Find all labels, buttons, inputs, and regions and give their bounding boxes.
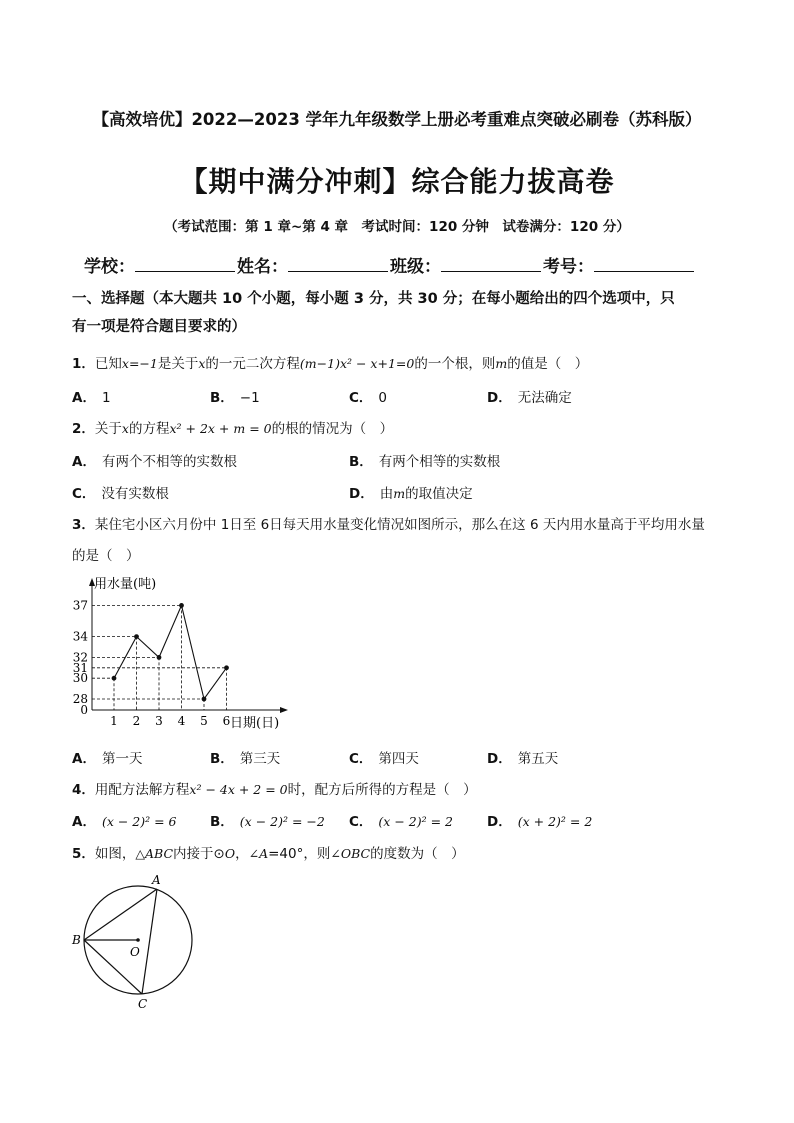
q2-text: 的根的情况为（ ）	[271, 421, 394, 437]
q1-math: x	[198, 356, 206, 371]
option-math: m	[393, 486, 406, 501]
q2-option-b[interactable]: B． 有两个相等的实数根	[349, 454, 501, 470]
q3-option-b[interactable]: B． 第三天	[210, 751, 281, 767]
question-4	[72, 778, 477, 798]
label-a: A	[152, 873, 161, 887]
q2-option-d[interactable]: D． 由m的取值决定	[349, 486, 473, 502]
id-label: 考号：	[543, 257, 594, 277]
q5-text: 内接于⊙	[173, 846, 225, 862]
q3-option-d[interactable]: D． 第五天	[487, 751, 559, 767]
option-text: 第三天	[239, 751, 281, 767]
q2-math: x	[121, 421, 129, 436]
x-axis-title: 日期(日)	[230, 716, 280, 731]
q1-option-d[interactable]: D． 无法确定	[487, 390, 572, 406]
question-number: 2．	[72, 421, 95, 437]
q2-text: 的方程	[128, 421, 170, 437]
x-tick-label: 4	[177, 714, 186, 728]
option-text: 第一天	[101, 751, 143, 767]
section-heading-line2: 有一项是符合题目要求的）	[72, 319, 246, 335]
option-text: 0	[378, 390, 388, 406]
label-o: O	[130, 945, 140, 959]
q4-option-d[interactable]: D． (x + 2)² = 2	[487, 814, 593, 830]
y-tick-label: 30	[72, 671, 88, 686]
q4-option-c[interactable]: C． (x − 2)² = 2	[349, 814, 453, 830]
data-point	[179, 603, 184, 608]
option-math: (x + 2)² = 2	[517, 814, 593, 829]
school-label: 学校：	[84, 257, 135, 277]
option-text: 的取值决定	[405, 486, 473, 502]
name-blank[interactable]	[288, 257, 388, 272]
series-title: 【高效培优】2022—2023 学年九年级数学上册必考重难点突破必刷卷（苏科版）	[92, 110, 702, 129]
q5-math: ∠A	[248, 846, 269, 861]
option-math: (x − 2)² = 6	[101, 814, 177, 829]
y-tick-label: 34	[72, 629, 88, 644]
q1-text: 的一元二次方程	[205, 356, 300, 372]
class-label: 班级：	[390, 257, 441, 277]
segment-ac	[142, 889, 157, 994]
x-tick-label: 2	[132, 714, 141, 728]
question-number: 4．	[72, 782, 95, 798]
q5-text: 的度数为（ ）	[370, 846, 465, 862]
x-axis-arrow	[280, 707, 288, 713]
x-tick-label: 5	[200, 714, 208, 728]
option-text: 没有实数根	[101, 486, 169, 502]
data-point	[224, 665, 229, 670]
x-tick-label: 6	[222, 714, 231, 728]
q1-text: 已知	[94, 356, 122, 372]
school-blank[interactable]	[135, 257, 235, 272]
q3-text: 某住宅小区六月份中 1日至 6日每天用水量变化情况如图所示，那么在这 6 天内用水量高于平均用水量	[94, 517, 705, 533]
q1-text: 的一个根，则	[414, 356, 496, 372]
y-axis-title: 用水量(吨)	[94, 577, 157, 592]
section-heading	[72, 285, 732, 341]
q4-text: 用配方法解方程	[94, 782, 190, 798]
x-tick-label: 1	[110, 714, 118, 728]
y-tick-label: 28	[72, 692, 88, 706]
segment-ba	[84, 889, 157, 940]
data-point	[112, 676, 117, 681]
q1-text: 是关于	[157, 356, 199, 372]
y-tick-label: 37	[72, 598, 88, 613]
q4-option-a[interactable]: A． (x − 2)² = 6	[72, 814, 177, 830]
series-line	[114, 605, 227, 699]
q1-option-a[interactable]: A． 1	[72, 390, 111, 406]
q1-option-c[interactable]: C． 0	[349, 390, 388, 406]
q4-text: 时，配方后所得的方程是（ ）	[287, 782, 477, 798]
name-label: 姓名：	[237, 257, 288, 277]
question-5	[72, 842, 465, 862]
q2-option-c[interactable]: C． 没有实数根	[72, 486, 169, 502]
q5-math: O	[224, 846, 236, 861]
question-number: 1．	[72, 356, 95, 372]
y-tick-label: 31	[72, 660, 88, 675]
q1-math: (m−1)x² − x+1=0	[299, 356, 415, 371]
question-3	[72, 513, 705, 533]
q3-option-a[interactable]: A． 第一天	[72, 751, 143, 767]
q3-option-c[interactable]: C． 第四天	[349, 751, 419, 767]
class-blank[interactable]	[441, 257, 541, 272]
q4-option-b[interactable]: B． (x − 2)² = −2	[210, 814, 325, 830]
q5-math: ∠OBC	[330, 846, 371, 861]
data-point	[157, 655, 162, 660]
q2-option-a[interactable]: A． 有两个不相等的实数根	[72, 454, 237, 470]
q1-text: 的值是（ ）	[507, 356, 589, 372]
option-text: 有两个不相等的实数根	[101, 454, 237, 470]
circle-diagram	[68, 870, 208, 1010]
option-math: (x − 2)² = 2	[378, 814, 453, 829]
q5-text: =40°，则	[268, 846, 331, 862]
q2-text: 关于	[94, 421, 122, 437]
q2-math: x² + 2x + m = 0	[169, 421, 272, 436]
option-text: 由	[379, 486, 394, 502]
question-3-cont: 的是（ ）	[72, 548, 140, 564]
q1-math: m	[495, 356, 508, 371]
option-math: (x − 2)² = −2	[239, 814, 325, 829]
data-point	[134, 634, 139, 639]
question-2	[72, 417, 393, 437]
x-tick-label: 3	[155, 714, 163, 728]
main-title: 【期中满分冲刺】综合能力拔高卷	[179, 165, 615, 198]
q5-math: △ABC	[135, 846, 174, 861]
data-point	[202, 697, 207, 702]
q5-text: ，	[235, 846, 249, 862]
id-blank[interactable]	[594, 257, 694, 272]
option-text: −1	[239, 390, 260, 406]
q5-text: 如图，	[94, 846, 136, 862]
label-b: B	[72, 933, 81, 947]
question-1	[72, 352, 588, 372]
option-text: 第四天	[378, 751, 419, 767]
q1-math: x=−1	[121, 356, 158, 371]
question-number: 5．	[72, 846, 95, 862]
q1-option-b[interactable]: B． −1	[210, 390, 260, 406]
option-text: 第五天	[517, 751, 559, 767]
option-text: 有两个相等的实数根	[378, 454, 501, 470]
option-text: 1	[101, 390, 111, 406]
section-heading-line1: 一、选择题（本大题共 10 个小题，每小题 3 分，共 30 分；在每小题给出的四个选项中，只	[72, 291, 675, 307]
q4-math: x² − 4x + 2 = 0	[189, 782, 288, 797]
y-tick-label: 0	[80, 703, 88, 717]
water-usage-chart	[70, 572, 310, 734]
exam-info: （考试范围：第 1 章~第 4 章 考试时间：120 分钟 试卷满分：120 分）	[164, 219, 630, 235]
option-text: 无法确定	[517, 390, 572, 406]
label-c: C	[138, 997, 148, 1010]
center-point	[136, 938, 140, 942]
student-info-row	[84, 252, 696, 277]
question-number: 3．	[72, 517, 95, 533]
y-tick-label: 32	[72, 650, 88, 665]
